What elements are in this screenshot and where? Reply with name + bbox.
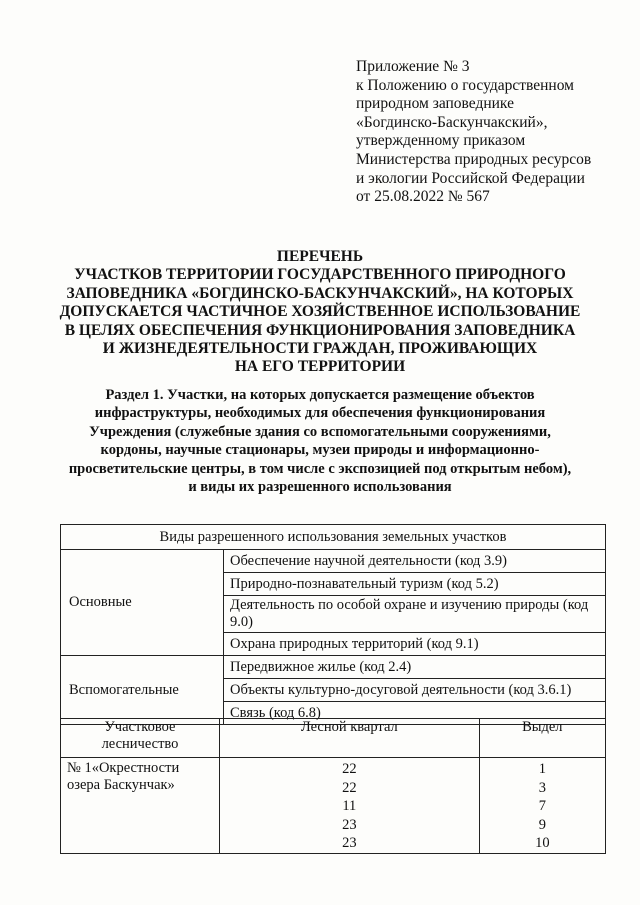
- appendix-line: Министерства природных ресурсов: [356, 150, 592, 168]
- appendix-line: утвержденному приказом: [356, 132, 526, 150]
- section-line: просветительские центры, в том числе с экспозицией под открытым небом),: [68, 460, 572, 477]
- quarter-value: 11: [342, 798, 357, 814]
- use-item-cell: Объекты культурно-досуговой деятельности (код 3.6.1): [224, 679, 606, 702]
- plot-value: 10: [535, 835, 550, 851]
- document-title: [40, 248, 600, 377]
- section-line: Учреждения (служебные здания со вспомогательными сооружениями,: [89, 423, 551, 440]
- title-line: В ЦЕЛЯХ ОБЕСПЕЧЕНИЯ ФУНКЦИОНИРОВАНИЯ ЗАПОВЕДНИКА: [64, 321, 576, 339]
- table-header-row: [61, 719, 606, 758]
- appendix-line: «Богдинско-Баскунчакский»,: [356, 113, 548, 131]
- title-line: НА ЕГО ТЕРРИТОРИИ: [234, 358, 406, 376]
- quarter-value: 22: [342, 779, 357, 796]
- plot-value: 9: [538, 816, 546, 833]
- title-line: ДОПУСКАЕТСЯ ЧАСТИЧНОЕ ХОЗЯЙСТВЕННОЕ ИСПОЛЬЗОВАНИЕ: [59, 303, 581, 321]
- title-line: ПЕРЕЧЕНЬ: [276, 248, 364, 265]
- forestry-cell: № 1«Окрестности озера Баскунчак»: [61, 758, 220, 854]
- forest-plots-table: [60, 718, 606, 854]
- title-line: ЗАПОВЕДНИКА «БОГДИНСКО-БАСКУНЧАКСКИЙ», НА КОТОРЫХ: [66, 284, 574, 302]
- quarter-value: 23: [342, 835, 357, 851]
- plot-value: 7: [538, 798, 546, 814]
- main-category-cell: Основные: [61, 550, 224, 656]
- use-item-cell: Деятельность по особой охране и изучению природы (код 9.0): [224, 596, 606, 633]
- table-header-row: [61, 525, 606, 550]
- appendix-line: от 25.08.2022 № 567: [356, 188, 490, 206]
- use-item-cell: Передвижное жилье (код 2.4): [224, 656, 606, 679]
- plot-value: 3: [538, 779, 546, 796]
- quarter-cell: [220, 758, 480, 854]
- title-line: И ЖИЗНЕДЕЯТЕЛЬНОСТИ ГРАЖДАН, ПРОЖИВАЮЩИХ: [102, 340, 538, 358]
- quarter-value: 22: [342, 761, 357, 777]
- table-row: [61, 758, 606, 854]
- table-row: [61, 550, 606, 573]
- forestry-header-cell: Участковое лесничество: [61, 719, 220, 758]
- uses-header-cell: Виды разрешенного использования земельных участков: [61, 525, 606, 550]
- plot-header-cell: Выдел: [479, 719, 605, 758]
- plot-value: 1: [538, 761, 546, 777]
- quarter-header-cell: Лесной квартал: [220, 719, 480, 758]
- aux-category-cell: Вспомогательные: [61, 656, 224, 725]
- appendix-note: [356, 58, 616, 207]
- section-line: и виды их разрешенного использования: [188, 479, 452, 496]
- section-line: Раздел 1. Участки, на которых допускается размещение объектов: [105, 387, 535, 403]
- section-line: инфраструктуры, необходимых для обеспечения функционирования: [94, 405, 546, 422]
- use-item-cell: Охрана природных территорий (код 9.1): [224, 633, 606, 656]
- appendix-line: Приложение № 3: [356, 58, 470, 75]
- use-item-cell: Природно-познавательный туризм (код 5.2): [224, 573, 606, 596]
- section-heading: [40, 386, 600, 496]
- title-line: УЧАСТКОВ ТЕРРИТОРИИ ГОСУДАРСТВЕННОГО ПРИРОДНОГО: [74, 266, 566, 284]
- section-line: кордоны, научные стационары, музеи природы и информационно-: [100, 442, 540, 459]
- permitted-uses-table: [60, 524, 606, 725]
- table-row: [61, 656, 606, 679]
- appendix-line: и экологии Российской Федерации: [356, 169, 585, 187]
- use-item-cell: Обеспечение научной деятельности (код 3.9): [224, 550, 606, 573]
- plot-cell: [479, 758, 605, 854]
- appendix-line: природном заповеднике: [356, 95, 514, 113]
- quarter-value: 23: [342, 816, 357, 833]
- use-item-cell: Связь (код 6.8): [224, 702, 606, 725]
- appendix-line: к Положению о государственном: [356, 76, 574, 94]
